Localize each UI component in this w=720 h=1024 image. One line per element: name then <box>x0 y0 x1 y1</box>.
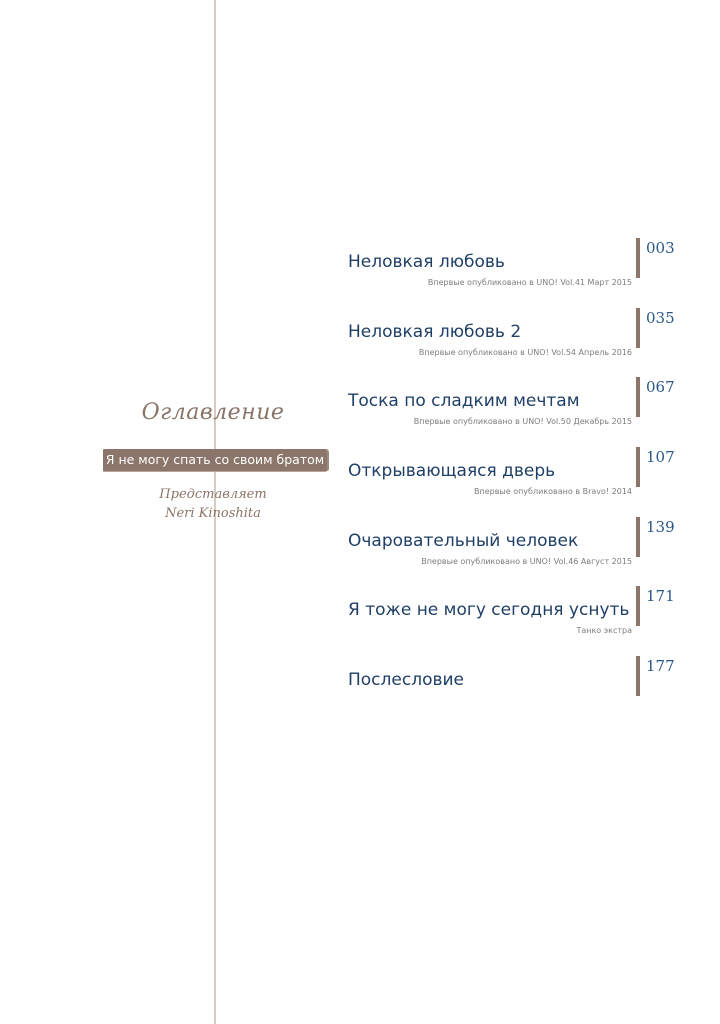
toc-entry[interactable] <box>348 239 678 312</box>
toc-entry[interactable] <box>348 518 678 591</box>
toc-entry-title: Неловкая любовь 2 <box>348 322 522 342</box>
toc-entry-note: Впервые опубликовано в UNO! Vol.54 Апрель 2016 <box>418 348 632 357</box>
toc-entry-note: Впервые опубликовано в Bravo! 2014 <box>473 487 632 496</box>
toc-entry-page: 003 <box>646 239 675 257</box>
toc-entry-title: Послесловие <box>348 670 464 690</box>
toc-entry-page: 177 <box>646 657 675 675</box>
toc-entry[interactable] <box>348 587 678 660</box>
book-title-banner: Я не могу спать со своим братом <box>103 449 327 471</box>
toc-entry-note: Впервые опубликовано в UNO! Vol.50 Декабрь 2015 <box>413 417 632 426</box>
toc-entry-page: 107 <box>646 448 675 466</box>
page-marker-bar <box>636 308 640 348</box>
toc-entry-page: 035 <box>646 309 675 327</box>
author-name: Neri Kinoshita <box>165 506 261 521</box>
toc-entry-page: 171 <box>646 587 675 605</box>
page-marker-bar <box>636 377 640 417</box>
page-marker-bar <box>636 238 640 278</box>
toc-entry[interactable] <box>348 309 678 382</box>
page-marker-bar <box>636 447 640 487</box>
page-marker-bar <box>636 656 640 696</box>
toc-entry[interactable] <box>348 657 678 730</box>
toc-entry-title: Я тоже не могу сегодня уснуть <box>348 600 630 620</box>
toc-entry-note: Впервые опубликовано в UNO! Vol.41 Март 2015 <box>427 278 632 287</box>
toc-entry-title: Открывающаяся дверь <box>348 461 556 481</box>
page-marker-bar <box>636 586 640 626</box>
toc-entry-title: Неловкая любовь <box>348 252 505 272</box>
toc-entry[interactable] <box>348 448 678 521</box>
toc-entry-page: 139 <box>646 518 675 536</box>
presents-label: Представляет <box>159 487 267 502</box>
toc-heading: Оглавление <box>141 400 285 425</box>
page-marker-bar <box>636 517 640 557</box>
toc-entry-note: Впервые опубликовано в UNO! Vol.46 Август 2015 <box>421 557 632 566</box>
toc-entry-note: Танко экстра <box>576 626 632 635</box>
toc-entry-page: 067 <box>646 378 675 396</box>
toc-entry[interactable] <box>348 378 678 451</box>
toc-entry-title: Тоска по сладким мечтам <box>348 391 580 411</box>
toc-entry-title: Очаровательный человек <box>348 531 579 551</box>
